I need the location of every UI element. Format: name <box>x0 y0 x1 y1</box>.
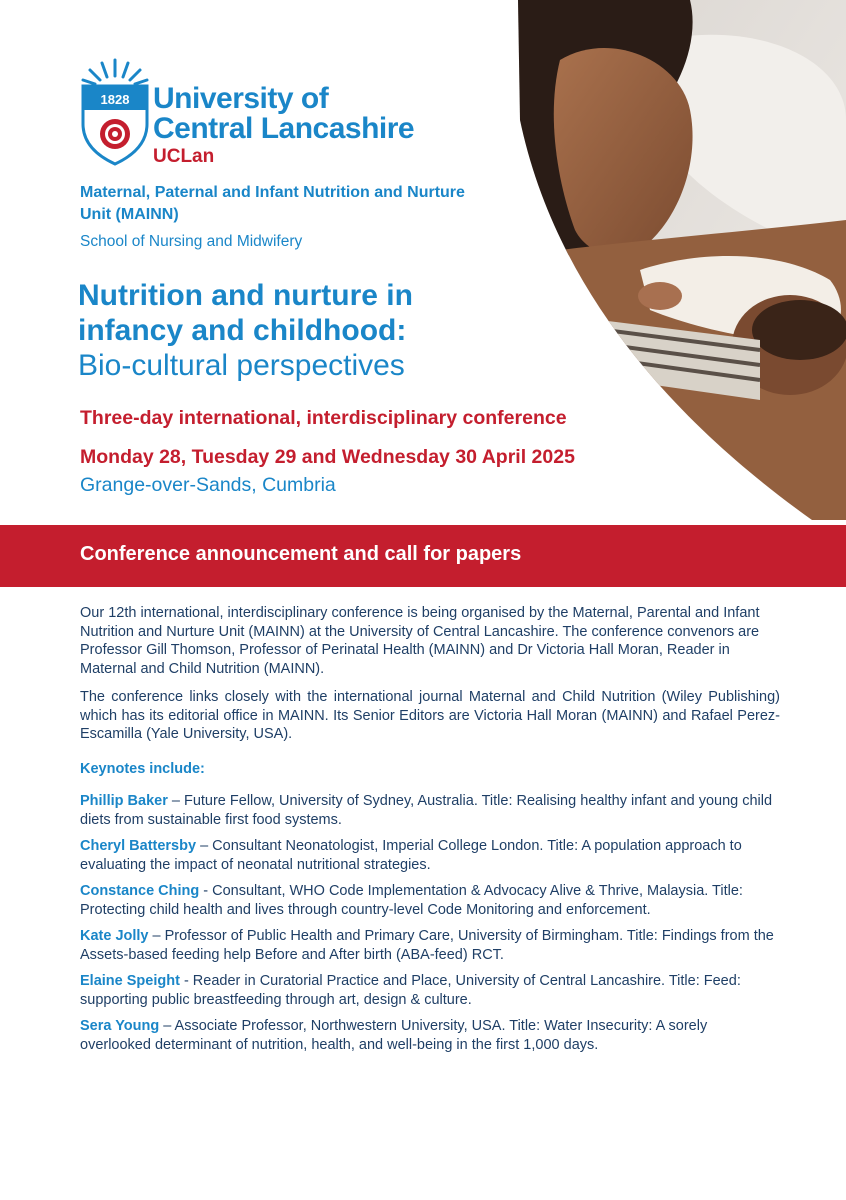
conference-dates: Monday 28, Tuesday 29 and Wednesday 30 April 2025 <box>80 446 575 468</box>
keynote-detail: – Future Fellow, University of Sydney, Australia. Title: Realising healthy infant and young child diets from sustainable first food systems. <box>80 793 773 828</box>
keynote-item <box>80 837 780 874</box>
title-line1: Nutrition and nurture in <box>78 279 413 312</box>
banner-text: Conference announcement and call for papers <box>80 543 522 565</box>
uclan-wordmark: UCLan <box>153 146 215 167</box>
keynote-item <box>80 792 780 829</box>
conference-subtitle: Three-day international, interdisciplinary conference <box>80 407 567 429</box>
title-line3: Bio-cultural perspectives <box>78 349 405 382</box>
intro-paragraph-1: Our 12th international, interdisciplinary conference is being organised by the Maternal, Parental and Infant Nutrition and Nurture Unit (MAINN) at the University of Central Lancashire. The conference convenors are Professor Gill Thomson, Professor of Perinatal Health (MAINN) and Dr Victoria Hall Moran, Reader in Maternal and Child Nutrition (MAINN). <box>80 605 760 677</box>
keynote-name: Kate Jolly <box>80 928 149 944</box>
keynotes-heading: Keynotes include: <box>80 760 205 777</box>
keynote-item <box>80 972 780 1009</box>
keynote-item <box>80 882 780 919</box>
keynote-name: Phillip Baker <box>80 793 168 809</box>
svg-text:1828: 1828 <box>100 92 130 107</box>
title-line2: infancy and childhood: <box>78 314 407 347</box>
announcement-banner <box>0 525 846 587</box>
keynote-name: Elaine Speight <box>80 973 180 989</box>
keynote-name: Cheryl Battersby <box>80 838 197 854</box>
body-content <box>80 604 780 1062</box>
university-name-line2: Central Lancashire <box>153 112 415 145</box>
keynote-item <box>80 927 780 964</box>
unit-name: Maternal, Paternal and Infant Nutrition and Nurture Unit (MAINN) <box>80 184 465 223</box>
keynote-name: Sera Young <box>80 1018 160 1034</box>
keynote-name: Constance Ching <box>80 883 200 899</box>
keynote-detail: - Reader in Curatorial Practice and Place, University of Central Lancashire. Title: Feed: supporting public breastfeeding through art, design & culture. <box>80 973 741 1008</box>
uclan-shield-icon <box>80 58 150 170</box>
conference-title <box>78 278 413 383</box>
keynote-detail: – Associate Professor, Northwestern University, USA. Title: Water Insecurity: A sorely overlooked determinant of nutrition, health, and well-being in the first 1,000 days. <box>80 1018 708 1053</box>
keynote-detail: – Professor of Public Health and Primary Care, University of Birmingham. Title: Findings from the Assets-based feeding help Before and After birth (ABA-feed) RCT. <box>80 928 774 963</box>
conference-location: Grange-over-Sands, Cumbria <box>80 474 336 496</box>
university-name-line1: University of <box>153 82 329 115</box>
keynote-detail: – Consultant Neonatologist, Imperial College London. Title: A population approach to evaluating the impact of neonatal nutritional strategies. <box>80 838 742 873</box>
keynote-item <box>80 1017 780 1054</box>
university-name <box>153 84 414 144</box>
keynote-detail: - Consultant, WHO Code Implementation & Advocacy Alive & Thrive, Malaysia. Title: Protecting child health and lives through country-level Code Monitoring and enforcement. <box>80 883 743 918</box>
school-name: School of Nursing and Midwifery <box>80 233 303 250</box>
intro-paragraph-2: The conference links closely with the international journal Maternal and Child Nutrition (Wiley Publishing) which has its editorial office in MAINN. Its Senior Editors are Victoria Hall Moran (MAINN) and Rafael Perez-Escamilla (Yale University, USA). <box>80 689 780 742</box>
